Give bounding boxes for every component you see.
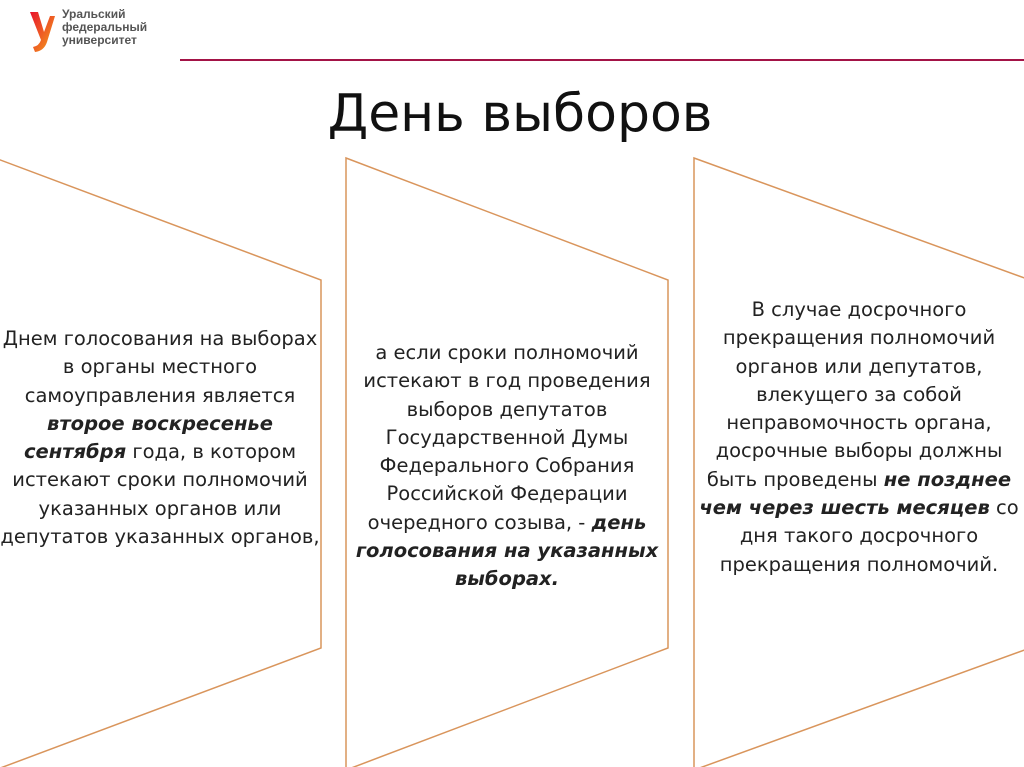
box-1-text-emphasis: второе воскресенье сентября: [23, 411, 273, 464]
logo-line-2: федеральный: [62, 20, 148, 34]
box-1-text: [0, 325, 320, 551]
box-1-text-plain: Днем голосования на выборах в органы местного самоуправления является: [2, 327, 318, 407]
box-1-text-tail: года, в котором истекают сроки полномочий указанных органов или депутатов указанных органов,: [0, 440, 320, 549]
page-title: День выборов: [327, 84, 713, 144]
box-3-text-plain: В случае досрочного прекращения полномочий органов или депутатов, влекущего за собой неправомочность органа, досрочные выборы должны быть проведены: [706, 298, 1003, 491]
logo-line-1: Уральский: [62, 7, 126, 21]
box-2-text: [346, 339, 668, 594]
box-2-text-plain: а если сроки полномочий истекают в год проведения выборов депутатов Государственной Думы Федерального Собрания Российской Федерации очередного созыва, -: [363, 341, 651, 534]
box-3-text-tail: со дня такого досрочного прекращения полномочий.: [719, 496, 1019, 576]
box-2-text-emphasis: день голосования на указанных выборах.: [355, 510, 659, 591]
logo-line-3: университет: [62, 33, 137, 47]
box-3-text-emphasis: не позднее чем через шесть месяцев: [699, 467, 1012, 520]
box-3-text: [694, 296, 1024, 579]
